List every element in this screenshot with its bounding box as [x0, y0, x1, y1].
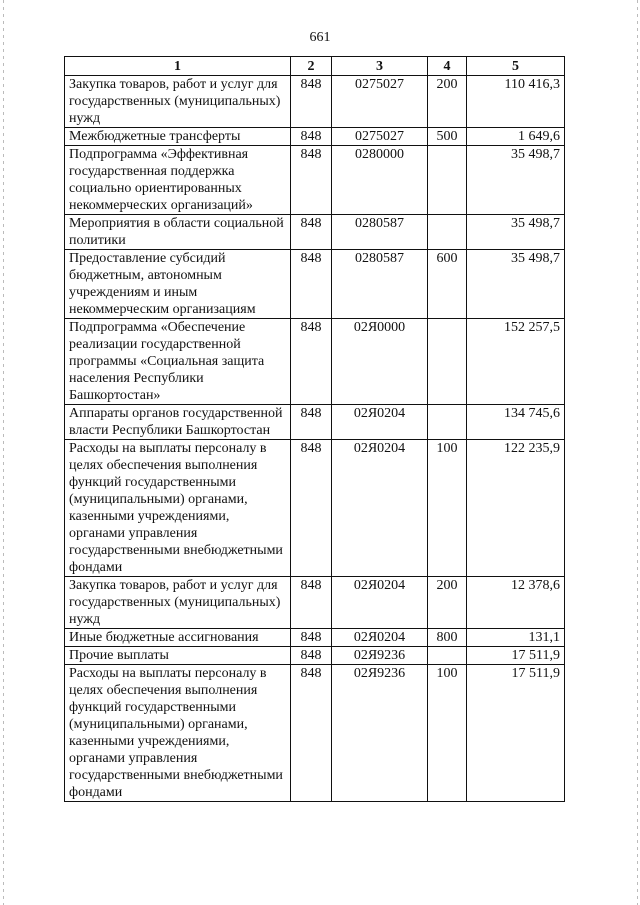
row-target-article: 02Я0000 [332, 319, 428, 405]
row-name: Аппараты органов государственной власти Республики Башкортостан [65, 405, 291, 440]
row-target-article: 0275027 [332, 128, 428, 146]
row-target-article: 02Я0204 [332, 577, 428, 629]
row-ministry-code: 848 [291, 647, 332, 665]
row-amount: 110 416,3 [467, 76, 565, 128]
table-row [65, 215, 565, 250]
header-col-3: 3 [332, 57, 428, 76]
header-col-2: 2 [291, 57, 332, 76]
row-amount: 17 511,9 [467, 665, 565, 802]
table-row [65, 665, 565, 802]
row-target-article: 02Я0204 [332, 405, 428, 440]
row-expense-type [428, 405, 467, 440]
table-row [65, 577, 565, 629]
row-amount: 12 378,6 [467, 577, 565, 629]
scan-edge-right [637, 0, 638, 905]
row-ministry-code: 848 [291, 146, 332, 215]
row-ministry-code: 848 [291, 319, 332, 405]
header-row [65, 57, 565, 76]
row-amount: 35 498,7 [467, 146, 565, 215]
budget-table [64, 56, 565, 802]
row-expense-type: 100 [428, 440, 467, 577]
row-name: Иные бюджетные ассигнования [65, 629, 291, 647]
row-target-article: 0280587 [332, 215, 428, 250]
page-number: 661 [309, 30, 331, 45]
row-amount: 134 745,6 [467, 405, 565, 440]
table-row [65, 146, 565, 215]
row-expense-type [428, 647, 467, 665]
row-ministry-code: 848 [291, 215, 332, 250]
header-col-4: 4 [428, 57, 467, 76]
table-row [65, 250, 565, 319]
row-target-article: 0280587 [332, 250, 428, 319]
row-name: Закупка товаров, работ и услуг для государственных (муниципальных) нужд [65, 577, 291, 629]
table-row [65, 405, 565, 440]
row-target-article: 02Я9236 [332, 647, 428, 665]
row-amount: 131,1 [467, 629, 565, 647]
row-ministry-code: 848 [291, 440, 332, 577]
row-amount: 35 498,7 [467, 250, 565, 319]
row-expense-type: 200 [428, 577, 467, 629]
row-name: Закупка товаров, работ и услуг для государственных (муниципальных) нужд [65, 76, 291, 128]
row-expense-type [428, 319, 467, 405]
header-col-5: 5 [467, 57, 565, 76]
row-amount: 17 511,9 [467, 647, 565, 665]
scan-edge-left [3, 0, 4, 905]
row-expense-type [428, 146, 467, 215]
table-row [65, 629, 565, 647]
row-name: Подпрограмма «Эффективная государственная поддержка социально ориентированных некоммерческих организаций» [65, 146, 291, 215]
table-row [65, 440, 565, 577]
table-row [65, 76, 565, 128]
row-ministry-code: 848 [291, 76, 332, 128]
table-row [65, 319, 565, 405]
row-target-article: 0280000 [332, 146, 428, 215]
table-body [65, 76, 565, 802]
row-name: Расходы на выплаты персоналу в целях обеспечения выполнения функций государственными (муниципальными) органами, казенными учреждениями, органами управления государственными внебюджетными фондами [65, 440, 291, 577]
row-ministry-code: 848 [291, 577, 332, 629]
row-expense-type: 600 [428, 250, 467, 319]
row-name: Мероприятия в области социальной политики [65, 215, 291, 250]
row-target-article: 02Я0204 [332, 629, 428, 647]
row-amount: 1 649,6 [467, 128, 565, 146]
row-amount: 122 235,9 [467, 440, 565, 577]
row-target-article: 02Я0204 [332, 440, 428, 577]
row-expense-type [428, 215, 467, 250]
row-amount: 35 498,7 [467, 215, 565, 250]
row-ministry-code: 848 [291, 405, 332, 440]
row-expense-type: 200 [428, 76, 467, 128]
table-row [65, 647, 565, 665]
table-header [65, 57, 565, 76]
row-name: Расходы на выплаты персоналу в целях обеспечения выполнения функций государственными (муниципальными) органами, казенными учреждениями, органами управления государственными внебюджетными фондами [65, 665, 291, 802]
row-expense-type: 800 [428, 629, 467, 647]
table-row [65, 128, 565, 146]
row-ministry-code: 848 [291, 665, 332, 802]
header-col-1: 1 [65, 57, 291, 76]
row-target-article: 0275027 [332, 76, 428, 128]
row-name: Предоставление субсидий бюджетным, автономным учреждениям и иным некоммерческим организациям [65, 250, 291, 319]
row-ministry-code: 848 [291, 629, 332, 647]
row-expense-type: 100 [428, 665, 467, 802]
row-ministry-code: 848 [291, 250, 332, 319]
row-name: Прочие выплаты [65, 647, 291, 665]
row-name: Межбюджетные трансферты [65, 128, 291, 146]
row-expense-type: 500 [428, 128, 467, 146]
row-ministry-code: 848 [291, 128, 332, 146]
row-amount: 152 257,5 [467, 319, 565, 405]
row-target-article: 02Я9236 [332, 665, 428, 802]
row-name: Подпрограмма «Обеспечение реализации государственной программы «Социальная защита населения Республики Башкортостан» [65, 319, 291, 405]
